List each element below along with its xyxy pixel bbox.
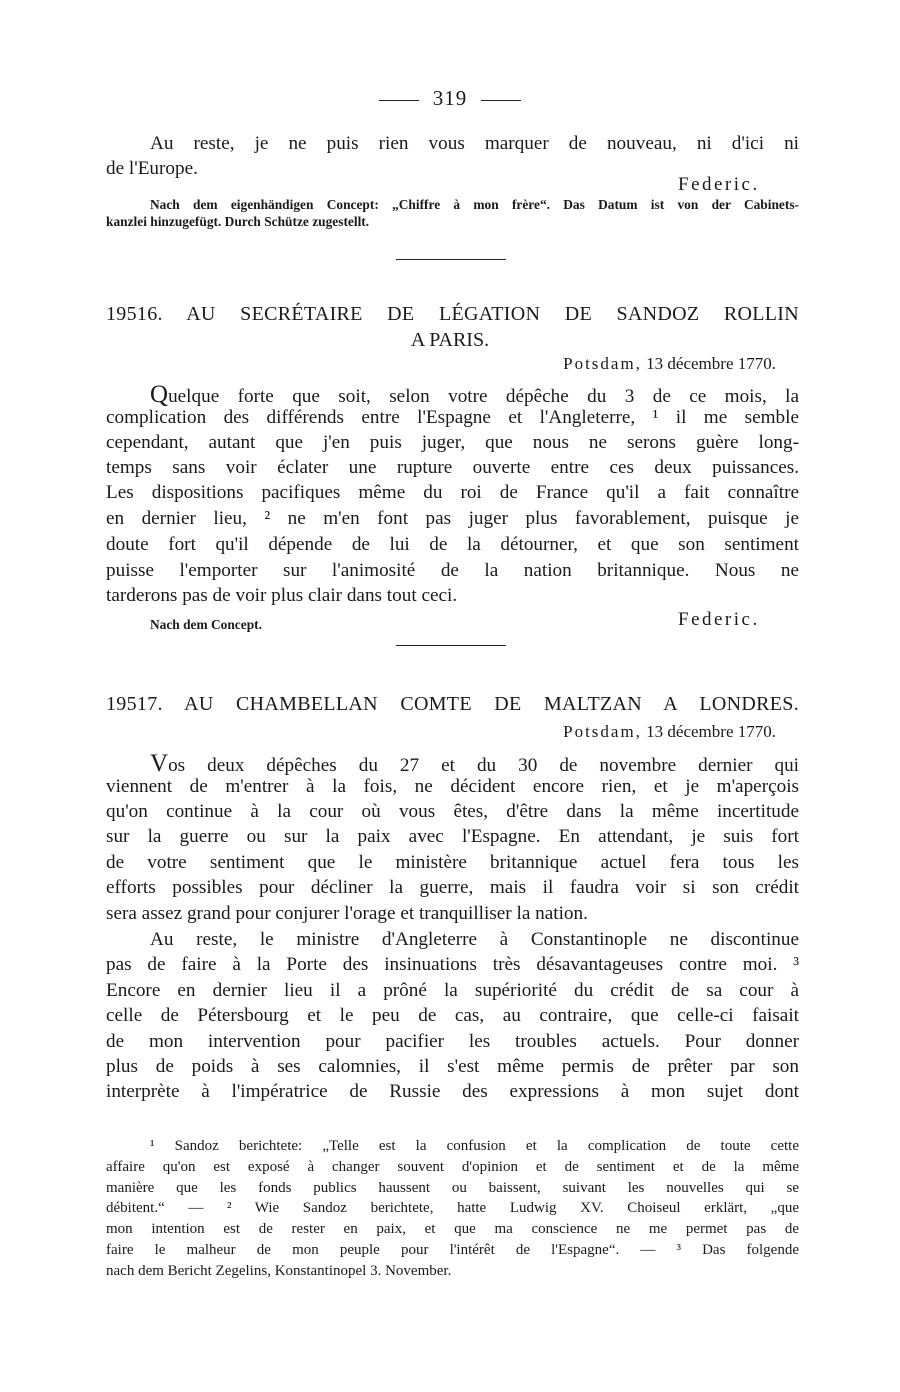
- dateline-place: Potsdam,: [563, 354, 642, 373]
- letter-line: pas de faire à la Porte des insinuations très désavantageuses contre moi. ³: [106, 954, 799, 975]
- letter-line: cependant, autant que j'en puis juger, que nous ne serons guère long-: [106, 432, 799, 453]
- letter-line: de votre sentiment que le ministère britannique actuel fera tous les: [106, 852, 799, 873]
- letter-line: tarderons pas de voir plus clair dans tout ceci.: [106, 585, 458, 606]
- page-number-dash-right: [481, 100, 521, 101]
- letter-note: Nach dem Concept.: [150, 617, 262, 632]
- letter-heading: 19516. AU SECRÉTAIRE DE LÉGATION DE SANDOZ ROLLIN: [106, 303, 799, 325]
- page-number-dash-left: [379, 100, 419, 101]
- letter-line: [150, 381, 799, 409]
- dateline-date: 13 décembre 1770.: [646, 722, 776, 741]
- letter-line: viennent de m'entrer à la fois, ne décident encore rien, et je m'aperçois: [106, 776, 799, 797]
- intro-signature: Federic.: [678, 174, 760, 195]
- letter-line: interprète à l'impératrice de Russie des expressions à mon sujet dont: [106, 1081, 799, 1102]
- letter-line: Au reste, le ministre d'Angleterre à Constantinople ne discontinue: [150, 929, 799, 950]
- drop-initial: V: [150, 750, 169, 777]
- letter-dateline: [563, 722, 776, 742]
- dateline-place: Potsdam,: [563, 722, 642, 741]
- letter-line: de mon intervention pour pacifier les troubles actuels. Pour donner: [106, 1031, 799, 1052]
- first-line-text: os deux dépêches du 27 et du 30 de novembre dernier qui: [168, 755, 799, 776]
- intro-note-line: Nach dem eigenhändigen Concept: „Chiffre à mon frère“. Das Datum ist von der Cabinets-: [150, 197, 799, 212]
- letter-signature: Federic.: [678, 609, 760, 630]
- dateline-date: 13 décembre 1770.: [646, 354, 776, 373]
- footnote-line: faire le malheur de mon peuple pour l'intérêt de l'Espagne“. — ³ Das folgende: [106, 1242, 799, 1258]
- letter-line: efforts possibles pour décliner la guerre, mais il faudra voir si son crédit: [106, 877, 799, 898]
- letter-heading: 19517. AU CHAMBELLAN COMTE DE MALTZAN A LONDRES.: [106, 693, 799, 715]
- letter-line: celle de Pétersbourg et le peu de cas, au contraire, que celle-ci faisait: [106, 1005, 799, 1026]
- letter-line: en dernier lieu, ² ne m'en font pas juger plus favorablement, puisque je: [106, 508, 799, 529]
- footnote-line: nach dem Bericht Zegelins, Konstantinopel 3. November.: [106, 1263, 452, 1279]
- letter-line: Encore en dernier lieu il a prôné la supériorité du crédit de sa cour à: [106, 980, 799, 1001]
- letter-line: puisse l'emporter sur l'animosité de la nation britannique. Nous ne: [106, 560, 799, 581]
- footnote-line: affaire qu'on est exposé à changer souvent d'opinion et de sentiment et de la même: [106, 1159, 799, 1175]
- first-line-text: uelque forte que soit, selon votre dépêche du 3 de ce mois, la: [168, 386, 799, 407]
- footnote-line: ¹ Sandoz berichtete: „Telle est la confusion et la complication de toute cette: [150, 1138, 799, 1154]
- intro-line: de l'Europe.: [106, 158, 198, 179]
- section-divider: [396, 645, 506, 646]
- intro-note-line: kanzlei hinzugefügt. Durch Schütze zugestellt.: [106, 214, 370, 229]
- footnote-line: mon intention est de rester en paix, et que ma conscience ne me permet pas de: [106, 1221, 799, 1237]
- letter-heading-line2: A PARIS.: [410, 329, 490, 351]
- letter-line: complication des différends entre l'Espagne et l'Angleterre, ¹ il me semble: [106, 407, 799, 428]
- letter-line: [150, 750, 799, 778]
- letter-line: doute fort qu'il dépende de lui de la détourner, et que son sentiment: [106, 534, 799, 555]
- footnote-line: manière que les fonds publics haussent ou baissent, suivant les nouvelles qui se: [106, 1180, 799, 1196]
- letter-line: sur la guerre ou sur la paix avec l'Espagne. En attendant, je suis fort: [106, 826, 799, 847]
- intro-line: Au reste, je ne puis rien vous marquer de nouveau, ni d'ici ni: [150, 133, 799, 154]
- letter-line: sera assez grand pour conjurer l'orage et tranquilliser la nation.: [106, 903, 588, 924]
- letter-line: plus de poids à ses calomnies, il s'est même permis de prêter par son: [106, 1056, 799, 1077]
- page-number-text: 319: [432, 86, 468, 110]
- letter-line: qu'on continue à la cour où vous êtes, d'être dans la même incertitude: [106, 801, 799, 822]
- drop-initial: Q: [150, 381, 169, 408]
- footnote-line: débitent.“ — ² Wie Sandoz berichtete, hatte Ludwig XV. Choiseul erklärt, „que: [106, 1200, 799, 1216]
- page-number: [0, 86, 900, 111]
- letter-dateline: [563, 354, 776, 374]
- letter-line: Les dispositions pacifiques même du roi de France qu'il a fait connaître: [106, 482, 799, 503]
- letter-line: temps sans voir éclater une rupture ouverte entre ces deux puissances.: [106, 457, 799, 478]
- section-divider: [396, 259, 506, 260]
